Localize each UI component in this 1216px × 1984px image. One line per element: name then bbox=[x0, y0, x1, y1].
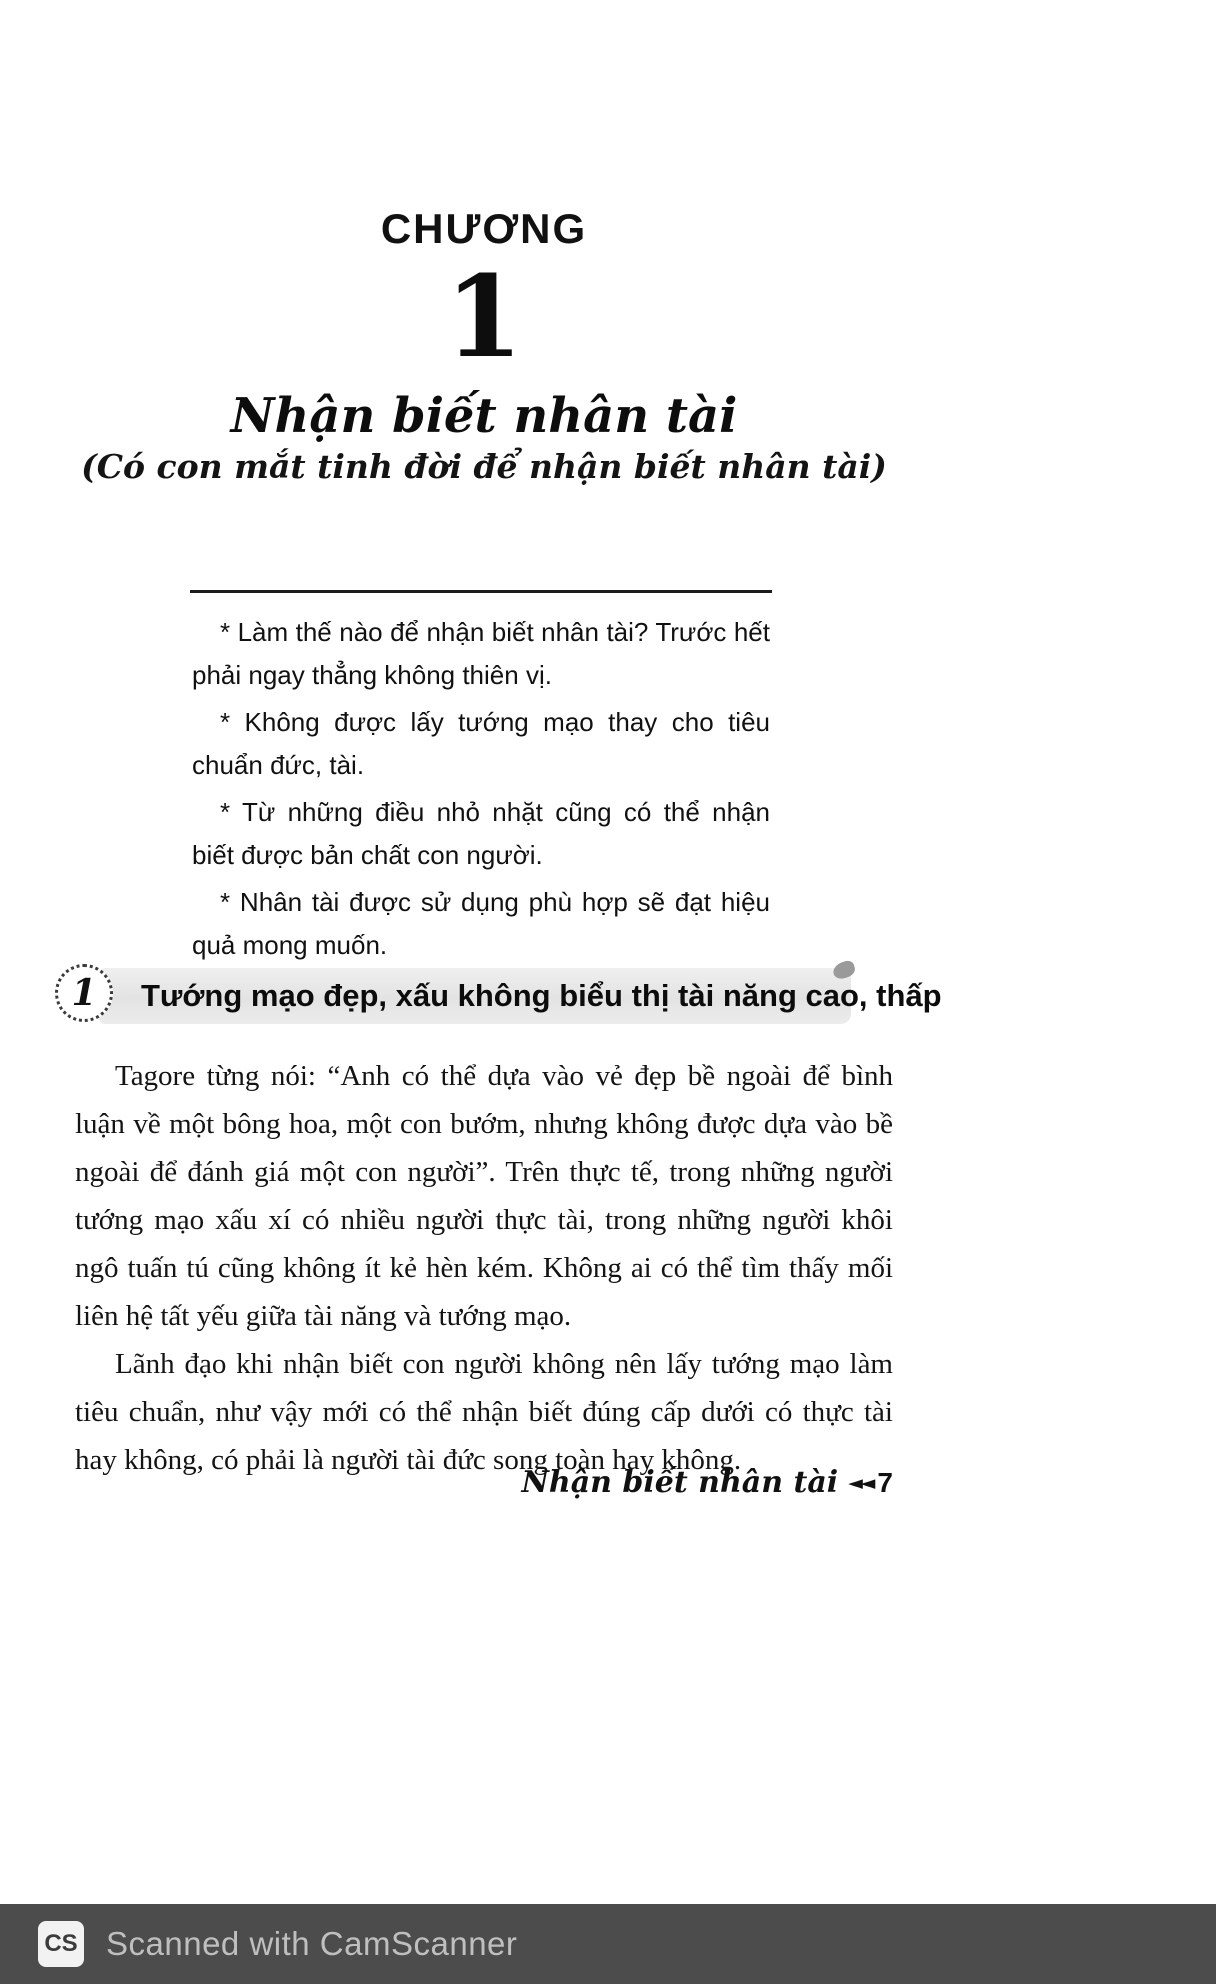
camscanner-bar bbox=[0, 1904, 1216, 1984]
chapter-title: Nhận biết nhân tài bbox=[230, 388, 738, 444]
section-number-badge: 1 bbox=[55, 964, 113, 1022]
summary-box bbox=[190, 590, 772, 994]
camscanner-watermark-text: Scanned with CamScanner bbox=[106, 1925, 518, 1962]
section-heading: Tướng mạo đẹp, xấu không biểu thị tài năng cao, thấp bbox=[99, 968, 851, 1024]
footer-running-title: Nhận biết nhân tài bbox=[521, 1465, 839, 1500]
summary-item: * Từ những điều nhỏ nhặt cũng có thể nhận biết được bản chất con người. bbox=[192, 797, 770, 870]
chapter-label: CHƯƠNG bbox=[380, 205, 588, 252]
chapter-subtitle: (Có con mắt tinh đời để nhận biết nhân tài) bbox=[81, 447, 887, 486]
paragraph: Lãnh đạo khi nhận biết con người không nên lấy tướng mạo làm tiêu chuẩn, như vậy mới có thể nhận biết đúng cấp dưới có thực tài hay không, có phải là người tài đức song toàn hay không. bbox=[75, 1348, 893, 1476]
page-footer bbox=[75, 1465, 893, 1500]
camscanner-logo-icon: CS bbox=[38, 1921, 84, 1967]
chapter-number: 1 bbox=[445, 252, 523, 383]
footer-page-number: 7 bbox=[877, 1467, 893, 1498]
paragraph: Tagore từng nói: “Anh có thể dựa vào vẻ đẹp bề ngoài để bình luận về một bông hoa, một con bướm, nhưng không được dựa vào bề ngoài để đánh giá một con người”. Trên thực tế, trong những người tướng mạo xấu xí có nhiều người thực tài, trong những người khôi ngô tuấn tú cũng không ít kẻ hèn kém. Không ai có thể tìm thấy mối liên hệ tất yếu giữa tài năng và tướng mạo. bbox=[75, 1060, 893, 1332]
summary-item: * Làm thế nào để nhận biết nhân tài? Trước hết phải ngay thẳng không thiên vị. bbox=[192, 617, 770, 690]
section-header-row bbox=[55, 962, 942, 1032]
footer-arrows-icon: ◄◄ bbox=[848, 1472, 874, 1494]
summary-item: * Không được lấy tướng mạo thay cho tiêu chuẩn đức, tài. bbox=[192, 707, 770, 780]
body-text bbox=[75, 1052, 893, 1484]
summary-item: * Nhân tài được sử dụng phù hợp sẽ đạt hiệu quả mong muốn. bbox=[192, 887, 770, 960]
